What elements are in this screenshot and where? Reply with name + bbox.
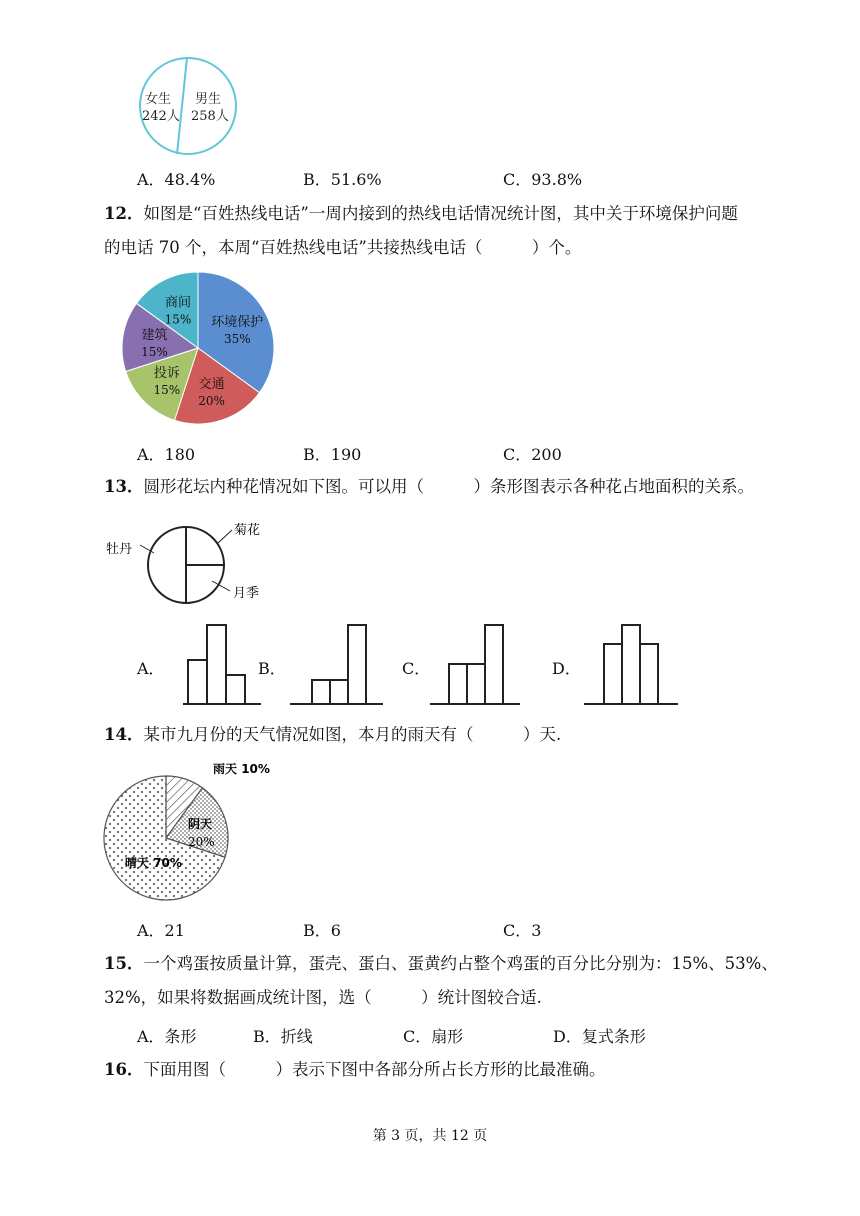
q13-label-rose: 月季 xyxy=(233,586,260,601)
q13-text-line1: 圆形花坛内种花情况如下图。可以用（ ）条形图表示各种花占地面积的关系。 xyxy=(143,477,754,496)
q13-label-chrysanthemum: 菊花 xyxy=(234,523,261,538)
q15-number: 15． xyxy=(104,954,144,973)
q14-label-rain: 雨天 10% xyxy=(213,762,270,776)
q12-pie-label-1: 交通 xyxy=(198,376,225,392)
q13-option-d-label[interactable]: D． xyxy=(552,659,581,678)
q13-number: 13． xyxy=(104,477,144,496)
q15-text-line1: 一个鸡蛋按质量计算，蛋壳、蛋白、蛋黄约占整个鸡蛋的百分比分别为：15%、53%、 xyxy=(143,954,778,973)
q15-option-d[interactable]: D．复式条形 xyxy=(553,1027,646,1046)
q12-pie-percent-4: 15% xyxy=(164,312,192,327)
q14-option-a[interactable]: A．21 xyxy=(137,921,185,940)
q12-text-line2: 的电话 70 个，本周“百姓热线电话”共接热线电话（ ）个。 xyxy=(104,238,582,257)
q15-text-line2: 32%，如果将数据画成统计图，选（ ）统计图较合适. xyxy=(104,988,542,1007)
q13-option-a-label[interactable]: A． xyxy=(137,659,165,678)
q12-pie-percent-3: 15% xyxy=(141,345,168,360)
q12-pie-percent-1: 20% xyxy=(198,393,225,408)
q12-text-line1: 如图是“百姓热线电话”一周内接到的热线电话情况统计图，其中关于环境保护问题 xyxy=(143,204,738,223)
q12-number: 12． xyxy=(104,204,144,223)
q15-option-a[interactable]: A．条形 xyxy=(137,1027,197,1046)
q11-boys-label: 男生 xyxy=(195,92,222,107)
q16-number: 16． xyxy=(104,1060,144,1079)
q12-option-c[interactable]: C．200 xyxy=(503,445,562,464)
q14-text-line1: 某市九月份的天气情况如图，本月的雨天有（ ）天. xyxy=(143,725,562,744)
q12-pie-label-0: 环境保护 xyxy=(211,314,264,330)
q12-pie-percent-2: 15% xyxy=(153,383,181,398)
q14-option-c[interactable]: C．3 xyxy=(503,921,542,940)
q14-question xyxy=(104,724,561,746)
q15-question xyxy=(104,953,778,975)
q12-pie-label-4: 商间 xyxy=(164,295,191,311)
q16-text-line1: 下面用图（ ）表示下图中各部分所占长方形的比最准确。 xyxy=(143,1060,606,1079)
q13-label-peony: 牡丹 xyxy=(106,542,133,557)
q12-option-b[interactable]: B．190 xyxy=(303,445,362,464)
q14-label-cloudy: 阴天 xyxy=(188,817,213,831)
q12-option-a[interactable]: A．180 xyxy=(137,445,196,464)
q12-pie-label-3: 建筑 xyxy=(141,328,168,344)
q11-girls-value: 242人 xyxy=(142,109,180,124)
q11-option-b[interactable]: B．51.6% xyxy=(303,170,382,189)
q11-girls-label: 女生 xyxy=(145,92,172,107)
q13-option-c-label[interactable]: C． xyxy=(402,659,431,678)
q13-flower-circle-diagram xyxy=(100,515,280,607)
q13-option-d-bar-graph[interactable] xyxy=(584,622,680,706)
q12-pie-percent-0: 35% xyxy=(223,331,251,346)
page-footer: 第 3 页，共 12 页 xyxy=(372,1128,488,1144)
q14-label-cloudy-percent: 20% xyxy=(188,835,215,849)
q11-option-c[interactable]: C．93.8% xyxy=(503,170,583,189)
q14-weather-pie-chart xyxy=(100,758,280,908)
q14-number: 14． xyxy=(104,725,144,744)
q12-question xyxy=(104,203,738,225)
q16-question xyxy=(104,1059,605,1081)
q13-option-b-bar-graph[interactable] xyxy=(290,622,385,706)
q13-option-a-bar-graph[interactable] xyxy=(183,622,263,706)
q13-option-b-label[interactable]: B． xyxy=(258,659,286,678)
q11-option-a[interactable]: A．48.4% xyxy=(137,170,216,189)
q12-pie-chart xyxy=(118,270,283,430)
q12-pie-label-2: 投诉 xyxy=(153,366,180,382)
q11-pie-chart xyxy=(135,55,245,160)
q13-option-c-bar-graph[interactable] xyxy=(430,622,522,706)
q11-boys-value: 258人 xyxy=(191,109,229,124)
q13-question xyxy=(104,476,754,498)
q15-option-c[interactable]: C．扇形 xyxy=(403,1027,464,1046)
q14-option-b[interactable]: B．6 xyxy=(303,921,341,940)
q14-label-sunny: 晴天 70% xyxy=(125,856,182,870)
q15-option-b[interactable]: B．折线 xyxy=(253,1027,313,1046)
